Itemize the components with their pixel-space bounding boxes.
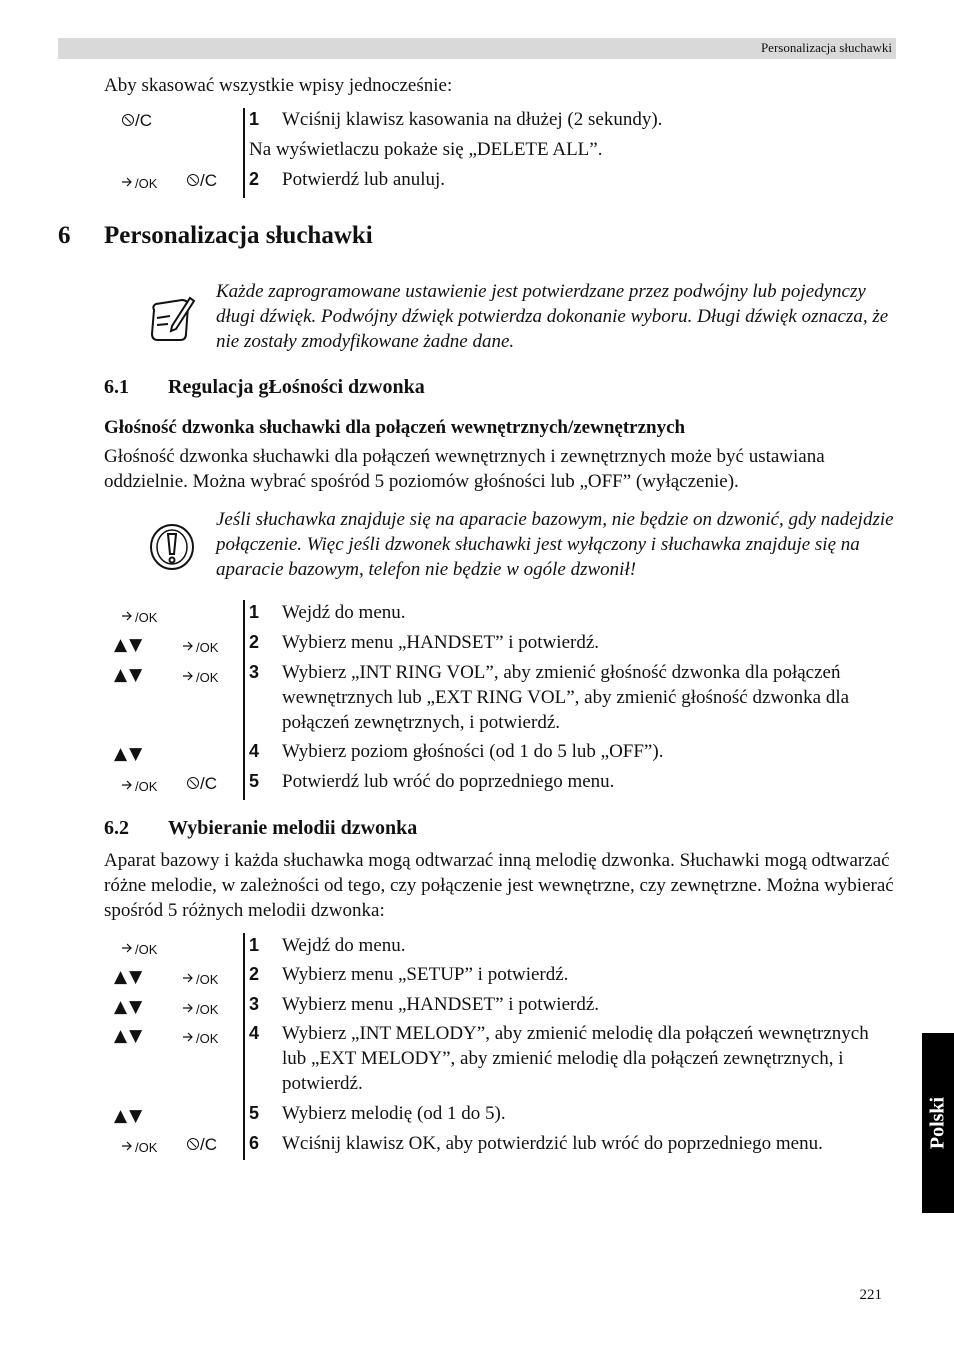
ok-arrow-icon	[121, 176, 135, 188]
step-text: Wybierz „INT RING VOL”, aby zmienić głośność dzwonka dla połączeń wewnętrznych lub „EXT RING VOL”, aby zmienić głośność dzwonka dla połączeń zewnętrznych, i potwierdź.	[282, 662, 850, 733]
ok-key: /OK	[121, 176, 157, 192]
ok-key: /OK	[182, 972, 218, 988]
step-text: Wciśnij klawisz kasowania na dłużej (2 sekundy).	[282, 109, 663, 130]
ok-arrow-icon	[182, 972, 196, 984]
c-key: /C	[121, 113, 152, 129]
ok-key: /OK	[121, 942, 157, 958]
step-number: 1	[249, 109, 260, 129]
page-number: 221	[859, 1287, 882, 1303]
step-number: 2	[249, 632, 260, 652]
warning-text: Jeśli słuchawka znajduje się na aparacie bazowym, nie będzie on dzwonić, gdy nadejdzie połączenie. Więc jeśli dzwonek słuchawki jest wyłączony i słuchawka znajduje się na aparacie bazowym, telefon nie będzie w ogóle dzwonił!	[216, 509, 894, 580]
step-number: 3	[249, 994, 260, 1014]
up-down-arrows-icon: ▲▼	[114, 744, 145, 764]
ok-key: /OK	[121, 610, 157, 626]
c-key: /C	[186, 173, 217, 189]
step-bar	[243, 933, 245, 1160]
running-title: Personalizacja słuchawki	[760, 40, 892, 55]
step-text: Potwierdź lub anuluj.	[282, 169, 446, 190]
ok-arrow-icon	[121, 1140, 135, 1152]
subsection-title: Głośność dzwonka słuchawki dla połączeń wewnętrznych/zewnętrznych	[104, 417, 686, 438]
ok-key: /OK	[182, 1031, 218, 1047]
note-pencil-icon	[148, 292, 196, 344]
language-tab: Polski	[922, 1033, 954, 1213]
step-number: 1	[249, 602, 260, 622]
up-down-arrows-icon: ▲▼	[114, 967, 145, 987]
step-number: 4	[249, 1023, 260, 1043]
step-text: Wejdź do menu.	[282, 935, 406, 956]
ok-key: /OK	[182, 670, 218, 686]
step-number: 2	[249, 964, 260, 984]
step-text: Wybierz „INT MELODY”, aby zmienić melodię dla połączeń wewnętrznych lub „EXT MELODY”, aby zmienić melodię dla połączeń zewnętrznych, i potwierdź.	[282, 1023, 869, 1094]
step-number: 5	[249, 1103, 260, 1123]
ok-arrow-icon	[121, 942, 135, 954]
step-text: Potwierdź lub wróć do poprzedniego menu.	[282, 771, 615, 792]
ok-arrow-icon	[121, 779, 135, 791]
ok-arrow-icon	[182, 1031, 196, 1043]
step-text: Wybierz menu „SETUP” i potwierdź.	[282, 964, 569, 985]
step-number: 3	[249, 662, 260, 682]
step-text: Wciśnij klawisz OK, aby potwierdzić lub wróć do poprzedniego menu.	[282, 1133, 823, 1154]
step-text: Wybierz menu „HANDSET” i potwierdź.	[282, 632, 600, 653]
up-down-arrows-icon: ▲▼	[114, 665, 145, 685]
up-down-arrows-icon: ▲▼	[114, 997, 145, 1017]
c-key: /C	[186, 1137, 217, 1153]
up-down-arrows-icon: ▲▼	[114, 1026, 145, 1046]
step-text: Wybierz melodię (od 1 do 5).	[282, 1103, 506, 1124]
up-down-arrows-icon: ▲▼	[114, 1106, 145, 1126]
ok-key: /OK	[182, 1002, 218, 1018]
delete-all-intro: Aby skasować wszystkie wpisy jednocześnie:	[104, 75, 453, 96]
delete-icon	[186, 776, 200, 790]
step-text: Wejdź do menu.	[282, 602, 406, 623]
running-header	[58, 38, 896, 59]
section-title: 6.2 Wybieranie melodii dzwonka	[104, 817, 418, 839]
ok-key: /OK	[121, 779, 157, 795]
ok-key: /OK	[121, 1140, 157, 1156]
step-text: Wybierz poziom głośności (od 1 do 5 lub „OFF”).	[282, 741, 664, 762]
step-number: 4	[249, 741, 260, 761]
step-number: 5	[249, 771, 260, 791]
chapter-title: 6 Personalizacja słuchawki	[58, 222, 373, 249]
section-title: 6.1 Regulacja gŁośności dzwonka	[104, 376, 425, 398]
step-number: 2	[249, 169, 260, 189]
warning-icon	[148, 522, 196, 572]
ok-arrow-icon	[182, 1002, 196, 1014]
note-text: Każde zaprogramowane ustawienie jest potwierdzane przez podwójny lub pojedynczy długi dźwięk. Podwójny dźwięk potwierdza dokonanie wyboru. Długi dźwięk oznacza, że nie zostały zmodyfikowane żadne dane.	[216, 281, 889, 352]
delete-icon	[186, 173, 200, 187]
paragraph: Aparat bazowy i każda słuchawka mogą odtwarzać inną melodię dzwonka. Słuchawki mogą odtwarzać różne melodie, w zależności od tego, czy połączenie jest wewnętrzne, czy zewnętrzne. Można wybierać spośród 5 różnych melodii dzwonka:	[104, 850, 894, 921]
display-note: Na wyświetlaczu pokaże się „DELETE ALL”.	[249, 139, 603, 160]
step-number: 6	[249, 1133, 260, 1153]
delete-icon	[121, 113, 135, 127]
step-number: 1	[249, 935, 260, 955]
delete-icon	[186, 1137, 200, 1151]
c-key: /C	[186, 776, 217, 792]
step-bar	[243, 600, 245, 800]
ok-arrow-icon	[182, 670, 196, 682]
paragraph: Głośność dzwonka słuchawki dla połączeń wewnętrznych i zewnętrznych może być ustawiana oddzielnie. Można wybrać spośród 5 poziomów głośności lub „OFF” (wyłączenie).	[104, 446, 825, 492]
up-down-arrows-icon: ▲▼	[114, 635, 145, 655]
ok-arrow-icon	[182, 640, 196, 652]
ok-arrow-icon	[121, 610, 135, 622]
step-text: Wybierz menu „HANDSET” i potwierdź.	[282, 994, 600, 1015]
step-bar	[243, 108, 245, 198]
ok-key: /OK	[182, 640, 218, 656]
